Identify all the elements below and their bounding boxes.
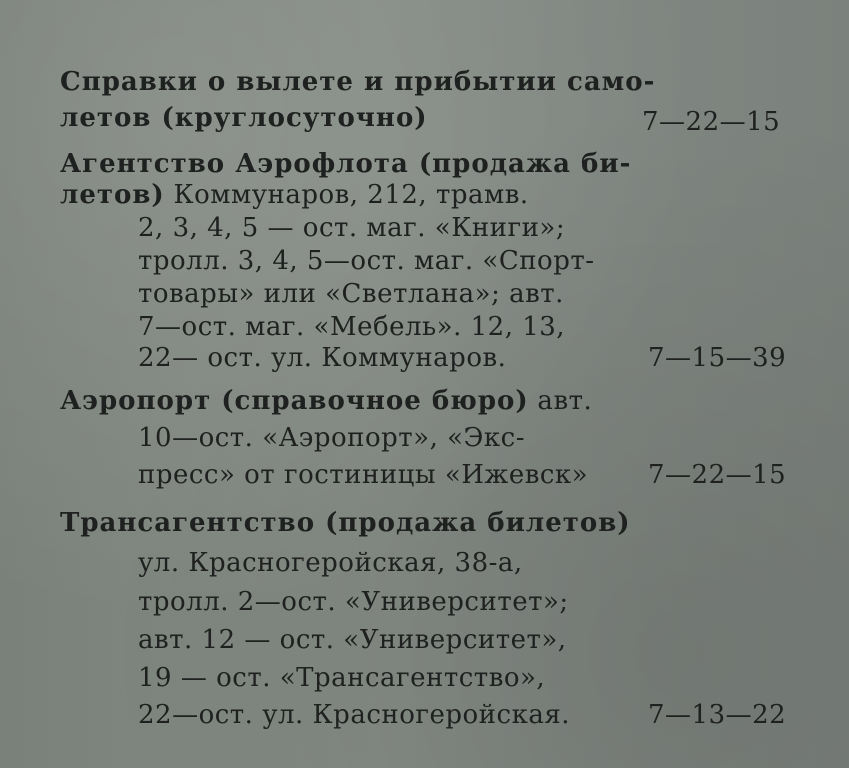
entry-bold-text: Аэропорт (справочное бюро) bbox=[60, 386, 529, 416]
entry-1-line-4 bbox=[138, 276, 564, 312]
entry-bold-text: Трансагентство (продажа билетов) bbox=[60, 508, 631, 538]
entry-1-line-6 bbox=[138, 340, 506, 376]
entry-3-line-4 bbox=[138, 660, 545, 696]
entry-0-line-1 bbox=[60, 100, 560, 136]
entry-2-line-1 bbox=[138, 420, 525, 456]
entry-regular-text: товары» или «Светлана»; авт. bbox=[138, 279, 564, 309]
entry-regular-text: тролл. 3, 4, 5—ост. маг. «Спорт- bbox=[138, 246, 595, 276]
entry-1-phone: 7—15—39 bbox=[648, 343, 787, 373]
entry-regular-text: ул. Красногеройская, 38-а, bbox=[138, 548, 523, 578]
entry-2-line-0 bbox=[60, 383, 592, 419]
entry-regular-text: авт. bbox=[528, 386, 593, 416]
entry-3-line-5 bbox=[138, 697, 570, 733]
entry-2-line-2 bbox=[138, 457, 588, 493]
entry-bold-text: Справки о вылете и прибытии само- bbox=[60, 67, 656, 97]
entry-regular-text: 22—ост. ул. Красногеройская. bbox=[138, 700, 570, 730]
entry-regular-text: пресс» от гостиницы «Ижевск» bbox=[138, 460, 589, 490]
entry-regular-text: 19 — ост. «Трансагентство», bbox=[138, 663, 546, 693]
entry-3-line-3 bbox=[138, 622, 567, 658]
entry-1-line-3 bbox=[138, 243, 595, 279]
entry-0-line-0 bbox=[60, 64, 656, 100]
entry-0-phone: 7—22—15 bbox=[642, 107, 781, 137]
entry-3-line-0 bbox=[60, 505, 631, 541]
entry-bold-text: Агентство Аэрофлота (продажа би- bbox=[60, 149, 632, 179]
entry-regular-text: 2, 3, 4, 5 — ост. маг. «Книги»; bbox=[138, 213, 566, 243]
entry-regular-text: Коммунаров, 212, трамв. bbox=[164, 180, 529, 210]
entry-bold-text: летов) bbox=[60, 180, 165, 210]
entry-3-phone: 7—13—22 bbox=[648, 700, 787, 730]
entry-1-line-1 bbox=[60, 177, 529, 213]
entry-regular-text: авт. 12 — ост. «Университет», bbox=[138, 625, 567, 655]
entry-3-line-2 bbox=[138, 584, 569, 620]
entry-regular-text: 22— ост. ул. Коммунаров. bbox=[138, 343, 507, 373]
entry-regular-text: 7—ост. маг. «Мебель». 12, 13, bbox=[138, 312, 566, 342]
entry-regular-text: тролл. 2—ост. «Университет»; bbox=[138, 587, 569, 617]
entry-3-line-1 bbox=[138, 545, 523, 581]
entry-regular-text: 10—ост. «Аэропорт», «Экс- bbox=[138, 423, 526, 453]
entry-2-phone: 7—22—15 bbox=[648, 460, 787, 490]
entry-1-line-2 bbox=[138, 210, 565, 246]
entry-bold-text: летов (круглосуточно) bbox=[60, 103, 428, 133]
